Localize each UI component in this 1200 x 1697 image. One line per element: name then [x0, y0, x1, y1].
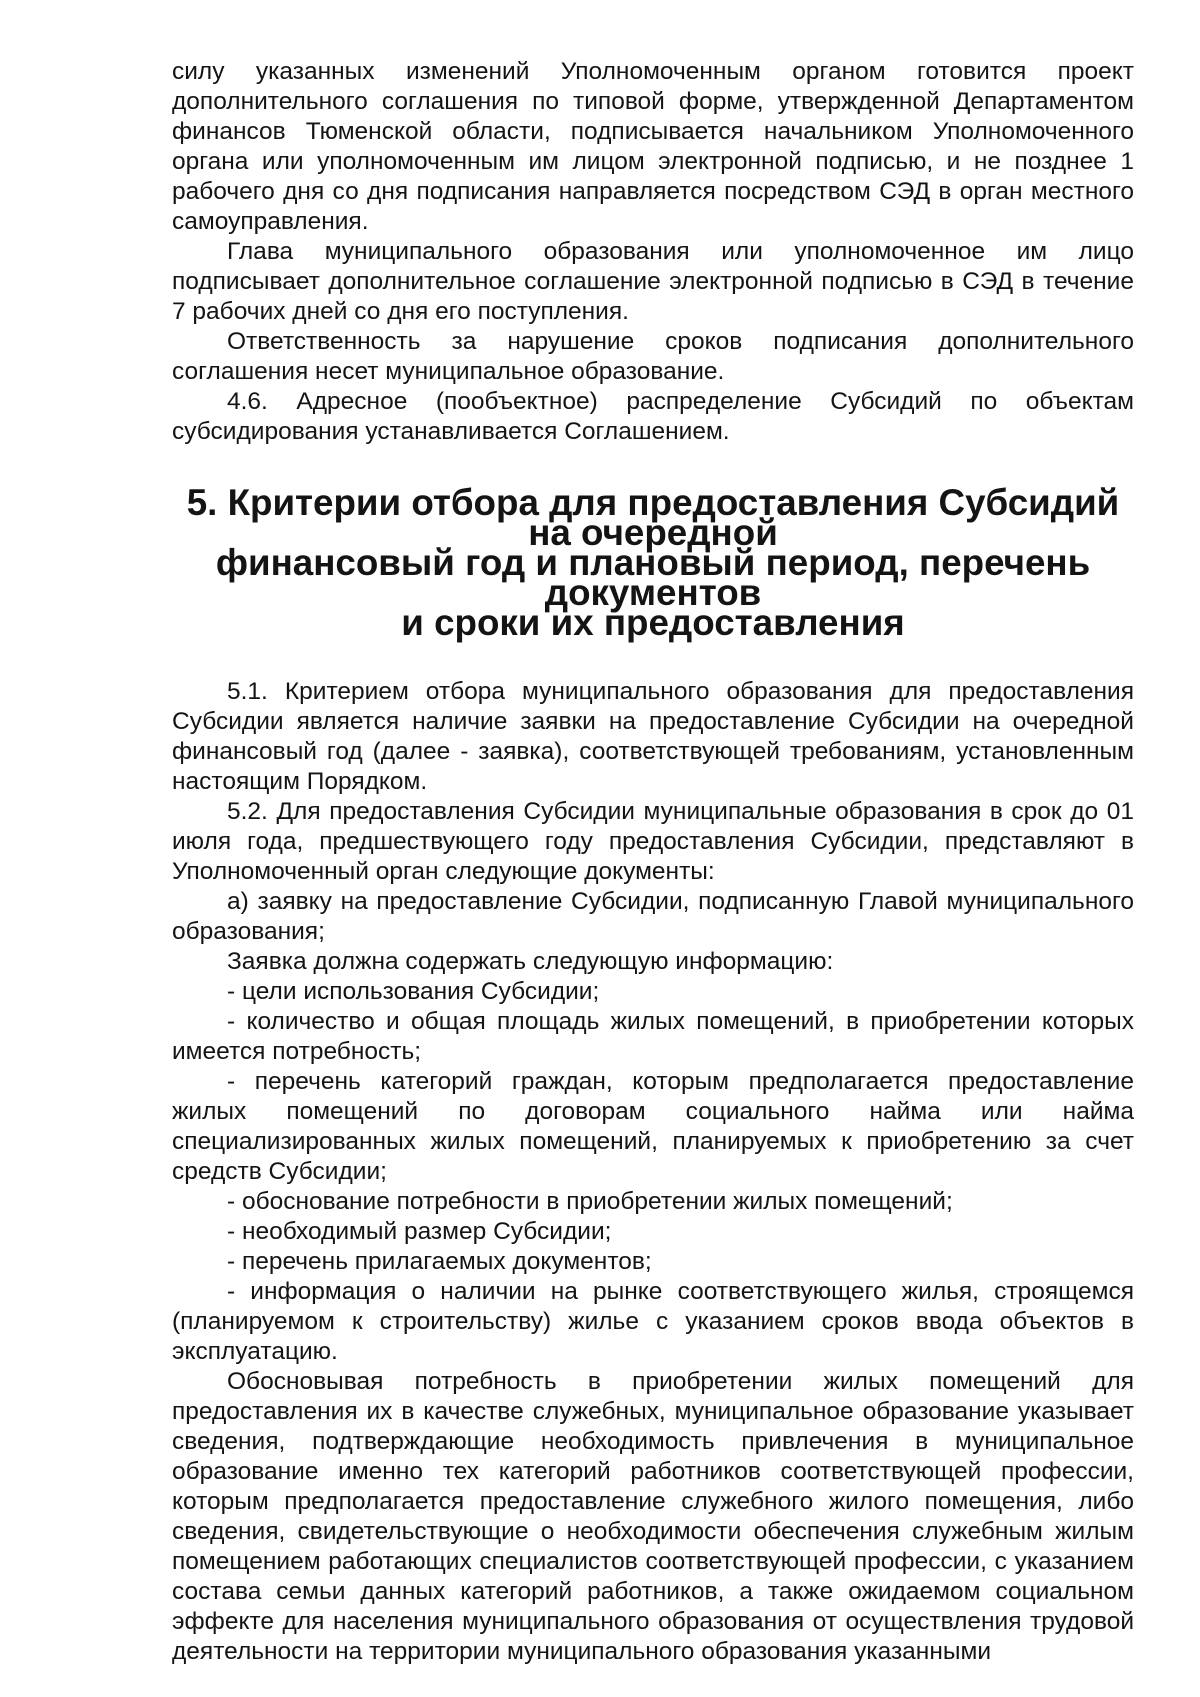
paragraph: Ответственность за нарушение сроков подписания дополнительного соглашения несет муниципальное образование. [172, 328, 1134, 385]
paragraph: 5.1. Критерием отбора муниципального образования для предоставления Субсидии является наличие заявки на предоставление Субсидии на очередной финансовый год (далее - заявка), соответствующей требованиям, установленным настоящим Порядком. [172, 678, 1134, 795]
paragraph: 4.6. Адресное (пообъектное) распределение Субсидий по объектам субсидирования устанавливается Соглашением. [172, 388, 1134, 445]
list-item: - перечень прилагаемых документов; [227, 1248, 652, 1275]
paragraph: Заявка должна содержать следующую информацию: [227, 948, 834, 975]
paragraph: 5.2. Для предоставления Субсидии муниципальные образования в срок до 01 июля года, предшествующего году предоставления Субсидии, представляют в Уполномоченный орган следующие документы: [172, 798, 1134, 885]
section-heading [172, 482, 1134, 643]
list-item: - информация о наличии на рынке соответствующего жилья, строящемся (планируемом к строительству) жилье с указанием сроков ввода объектов в эксплуатацию. [172, 1278, 1134, 1365]
paragraph: Обосновывая потребность в приобретении жилых помещений для предоставления их в качестве служебных, муниципальное образование указывает сведения, подтверждающие необходимость привлечения в муниципальное образование именно тех категорий работников соответствующей профессии, которым предполагается предоставление служебного жилого помещения, либо сведения, свидетельствующие о необходимости обеспечения служебным жилым помещением работающих специалистов соответствующей профессии, с указанием состава семьи данных категорий работников, а также ожидаемом социальном эффекте для населения муниципального образования от осуществления трудовой деятельности на территории муниципального образования указанными [172, 1368, 1134, 1665]
list-item: - перечень категорий граждан, которым предполагается предоставление жилых помещений по договорам социального найма или найма специализированных жилых помещений, планируемых к приобретению за счет средств Субсидии; [172, 1068, 1134, 1185]
list-item: - обоснование потребности в приобретении жилых помещений; [227, 1188, 953, 1215]
list-item: - необходимый размер Субсидии; [227, 1218, 612, 1245]
paragraph: Глава муниципального образования или уполномоченное им лицо подписывает дополнительное соглашение электронной подписью в СЭД в течение 7 рабочих дней со дня его поступления. [172, 238, 1134, 325]
list-item: - количество и общая площадь жилых помещений, в приобретении которых имеется потребность; [172, 1008, 1134, 1065]
section-heading-line: 5. Критерии отбора для предоставления Субсидий на очередной [186, 482, 1120, 553]
text-block-after [172, 677, 1134, 1667]
section-heading-line: финансовый год и плановый период, перечень документов [215, 542, 1091, 613]
paragraph: силу указанных изменений Уполномоченным органом готовится проект дополнительного соглашения по типовой форме, утвержденной Департаментом финансов Тюменской области, подписывается начальником Уполномоченного органа или уполномоченным им лицом электронной подписью, и не позднее 1 рабочего дня со дня подписания направляется посредством СЭД в орган местного самоуправления. [172, 58, 1134, 235]
paragraph: а) заявку на предоставление Субсидии, подписанную Главой муниципального образования; [172, 888, 1134, 945]
list-item: - цели использования Субсидии; [227, 978, 600, 1005]
section-heading-line: и сроки их предоставления [401, 602, 905, 643]
text-block-before [172, 57, 1134, 447]
